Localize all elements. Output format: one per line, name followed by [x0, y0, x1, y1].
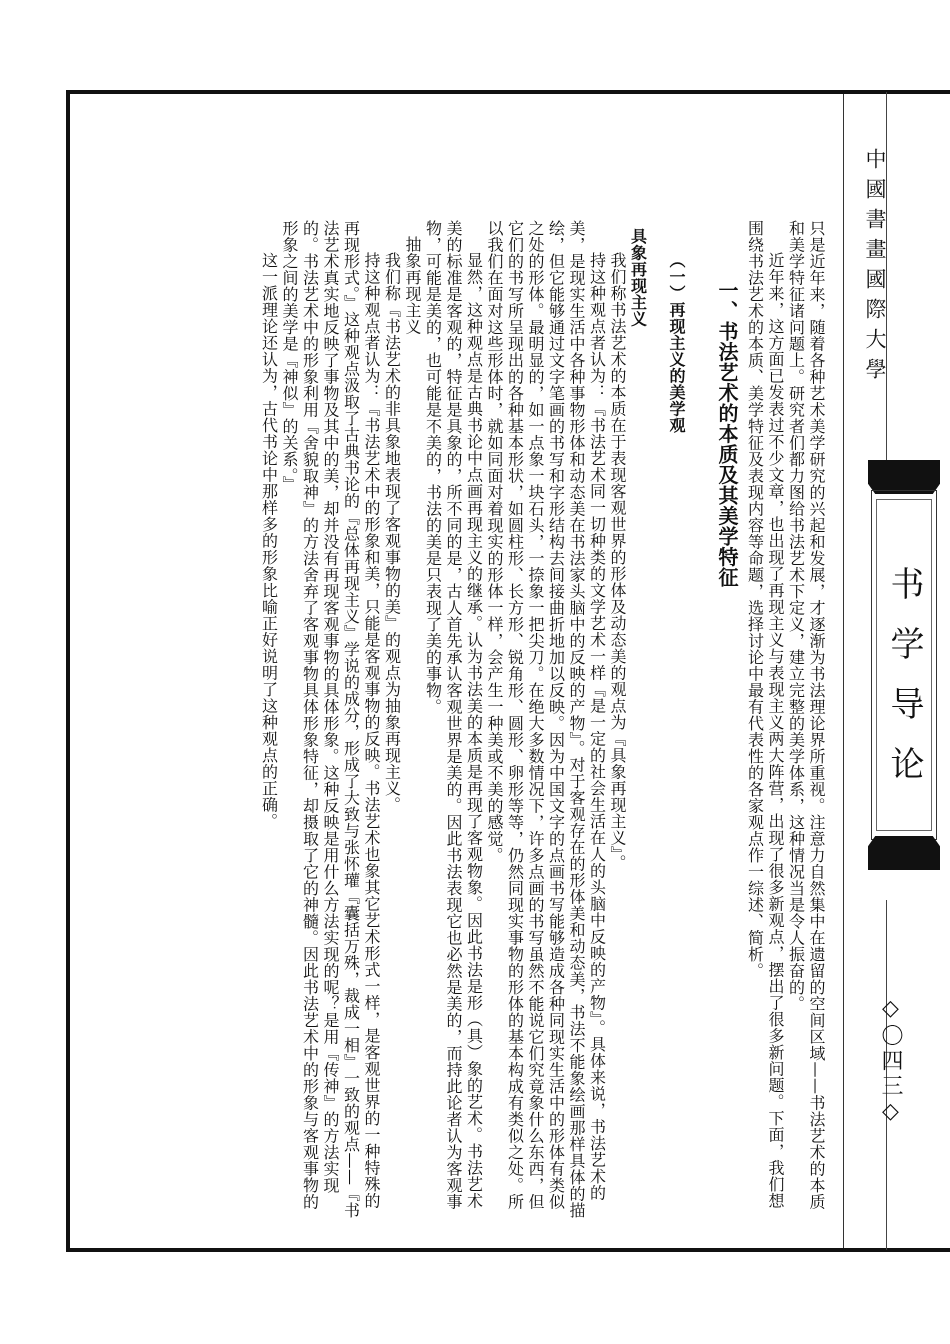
paragraph-3: 我们称书法艺术的本质在于表现客观世界的形体及动态美的观点为『具象再现主义』。	[608, 252, 627, 871]
banner-cap-bottom	[868, 836, 940, 870]
banner-cap-top	[868, 460, 940, 494]
paragraph-6: 我们称『书法艺术的非具象地表现了客观事物的美』的观点为抽象再现主义。	[382, 252, 402, 813]
page-number: ◇〇四三◇	[878, 996, 903, 1127]
paragraph-4: 持这种观点者认为：『书法艺术同一切种类的文学艺术一样『是一定的社会生活在人的头脑中反映的产物』。具体来说，书法艺术的美，是现实生活中各种事物形体和动态美在书法家头脑中的反映的产物』。对于客观存在的形体美和动态美，书法不能象绘画那样具体的描绘，但它能够通过文字笔画的书写和字形结构去间接曲折地加以反映。因为中国文字的点画书写能够造成各种同现实生活中的形体有类似之处的形体。最明显的，如一点象一块石头，一捺象一把尖刀。在绝大多数情况下，许多点画的书写虽然不能说它们究竟象什么东西，但它们的书写所呈现出的各种基本形状，如圆柱形、长方形、锐角形、圆形、卵形等等，仍然同现实事物的形体的基本构成有类似之处。所以我们在面对这些形体时，就如同面对着现实的形体一样，会产生一种美或不美的感觉。	[485, 220, 607, 1219]
abstract-representationism-label: 抽象再现主义	[403, 236, 422, 335]
column-name: 书学导论	[884, 566, 924, 806]
concrete-representationism-label: 具象再现主义	[628, 228, 648, 327]
paragraph-7: 持这种观点者认为：『书法艺术中的形象和美，只能是客观事物的反映。书法艺术也象其它艺术形式一样，是客观世界的一种特殊的再现形式。』这种观点汲取了古典书论的『总体再现主义』学说的成分，形成了大致与张怀瓘『囊括万殊，裁成一相』一致的观点——『书法艺术真实地反映了事物及其中的美，却并没有再现客观事物的具体形象。这种反映是用什么方法实现的呢？是用『传神』的方法实现的。书法艺术中的形象利用『舍貌取神』的方法舍弃了客观事物具体形象特征，却摄取了它的神髓。因此书法艺术中的形象与客观事物的形象之间的美学是『神似』的关系。』	[280, 220, 381, 1219]
article-body	[106, 220, 826, 1220]
paragraph-2: 近年来，这方面已发表过不少文章，也出现了再现主义与表现主义两大阵营，出现了很多新观点，摆出了很多新问题。下面，我们想围绕书法艺术的本质、美学特征及表现内容等命题，选择讨论中最有代表性的各家观点作一综述、简析。	[745, 220, 785, 1209]
journal-title: 中國書畫國際大學	[863, 148, 887, 388]
paragraph-1: 只是近年来，随着各种艺术美学研究的兴起和发展，才逐渐为书法理论界所重视。注意力自然集中在遗留的空间区域——书法艺术的本质和美学特征诸问题上。研究者们都力图给书法艺术下定义，建立完整的美学体系，这种情况当是令人振奋的。	[786, 220, 826, 1210]
subsection-title: （一）再现主义的美学观	[667, 252, 686, 434]
paragraph-8: 这一派理论还认为，古代书论中那样多的形象比喻正好说明了这种观点的正确。	[259, 252, 279, 830]
paragraph-5: 显然，这种观点是古典书论中点画再现主义的继承。认为书法美的本质是再现了客观物象。因此书法是形（具）象的艺术。书法艺术美的标准是客观的，特征是具象的，所不同的是，古人首先承认客观世界是美的。因此书法表现它也必然是美的，而持此论者认为客观事物，可能是美的，也可能是不美的，书法的美是只表现了美的事物。	[423, 220, 484, 1210]
section-title: 一、书法艺术的本质及其美学特征	[715, 280, 739, 588]
